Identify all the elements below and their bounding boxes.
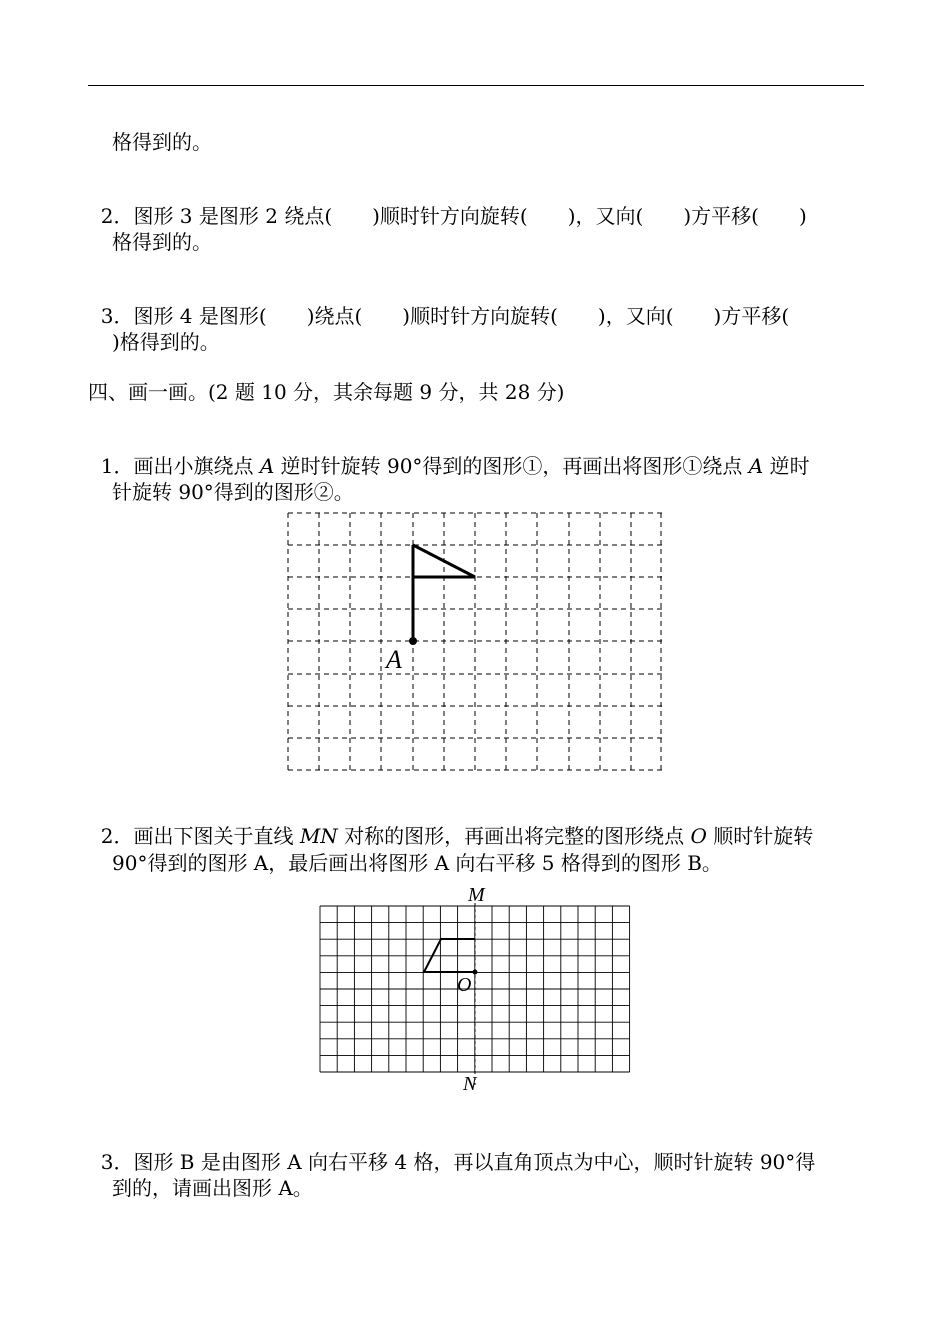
question-text-part: 画出小旗绕点	[133, 454, 260, 478]
question-4-1	[88, 430, 810, 478]
label-n: N	[463, 1073, 477, 1095]
question-text: 图形 4 是图形( )绕点( )顺时针方向旋转( )，又向( )方平移(	[133, 304, 790, 328]
label-m: M	[468, 884, 485, 906]
dashed-grid	[288, 513, 662, 771]
question-4-3	[88, 1126, 815, 1174]
section-heading: 四、画一画。(2 题 10 分，其余每题 9 分，共 28 分)	[88, 380, 565, 404]
header-rule	[88, 85, 864, 86]
question-4-2-line2: 90°得到的图形 A，最后画出将图形 A 向右平移 5 格得到的图形 B。	[112, 851, 722, 875]
question-3-3-tail: )格得到的。	[112, 330, 220, 354]
question-3-2-tail: 格得到的。	[112, 230, 212, 254]
line-name: MN	[299, 824, 338, 848]
question-text: 图形 B 是由图形 A 向右平移 4 格，再以直角顶点为中心，顺时针旋转 90°得	[133, 1150, 816, 1174]
question-number: 3．	[100, 304, 134, 328]
question-number: 2．	[100, 204, 134, 228]
question-text-part: 逆时针旋转 90°得到的图形①，再画出将图形①绕点	[274, 454, 749, 478]
point-name: A	[259, 454, 275, 478]
question-number: 2．	[100, 824, 134, 848]
label-o: O	[457, 974, 472, 996]
point-o-dot	[473, 970, 478, 975]
question-text-part: 逆时	[763, 454, 810, 478]
question-3-2	[88, 180, 807, 228]
question-text-part: 画出下图关于直线	[133, 824, 300, 848]
point-name: A	[748, 454, 764, 478]
question-4-3-line2: 到的，请画出图形 A。	[112, 1176, 313, 1200]
point-a-label: A	[386, 645, 402, 674]
symmetry-grid-figure	[300, 880, 650, 1100]
flag-grid-figure	[288, 513, 662, 771]
question-4-1-line2: 针旋转 90°得到的图形②。	[112, 480, 354, 504]
question-number: 3．	[100, 1150, 134, 1174]
q1-tail-text: 格得到的。	[112, 130, 212, 154]
question-text: 图形 3 是图形 2 绕点( )顺时针方向旋转( )，又向( )方平移( )	[133, 204, 807, 228]
point-name: O	[690, 824, 707, 848]
question-number: 1．	[100, 454, 134, 478]
flag-shape	[413, 545, 475, 641]
question-text-part: 顺时针旋转	[706, 824, 814, 848]
question-text-part: 对称的图形，再画出将完整的图形绕点	[337, 824, 691, 848]
question-3-3	[88, 280, 789, 328]
question-4-2	[88, 800, 813, 848]
point-a-dot	[409, 637, 417, 645]
